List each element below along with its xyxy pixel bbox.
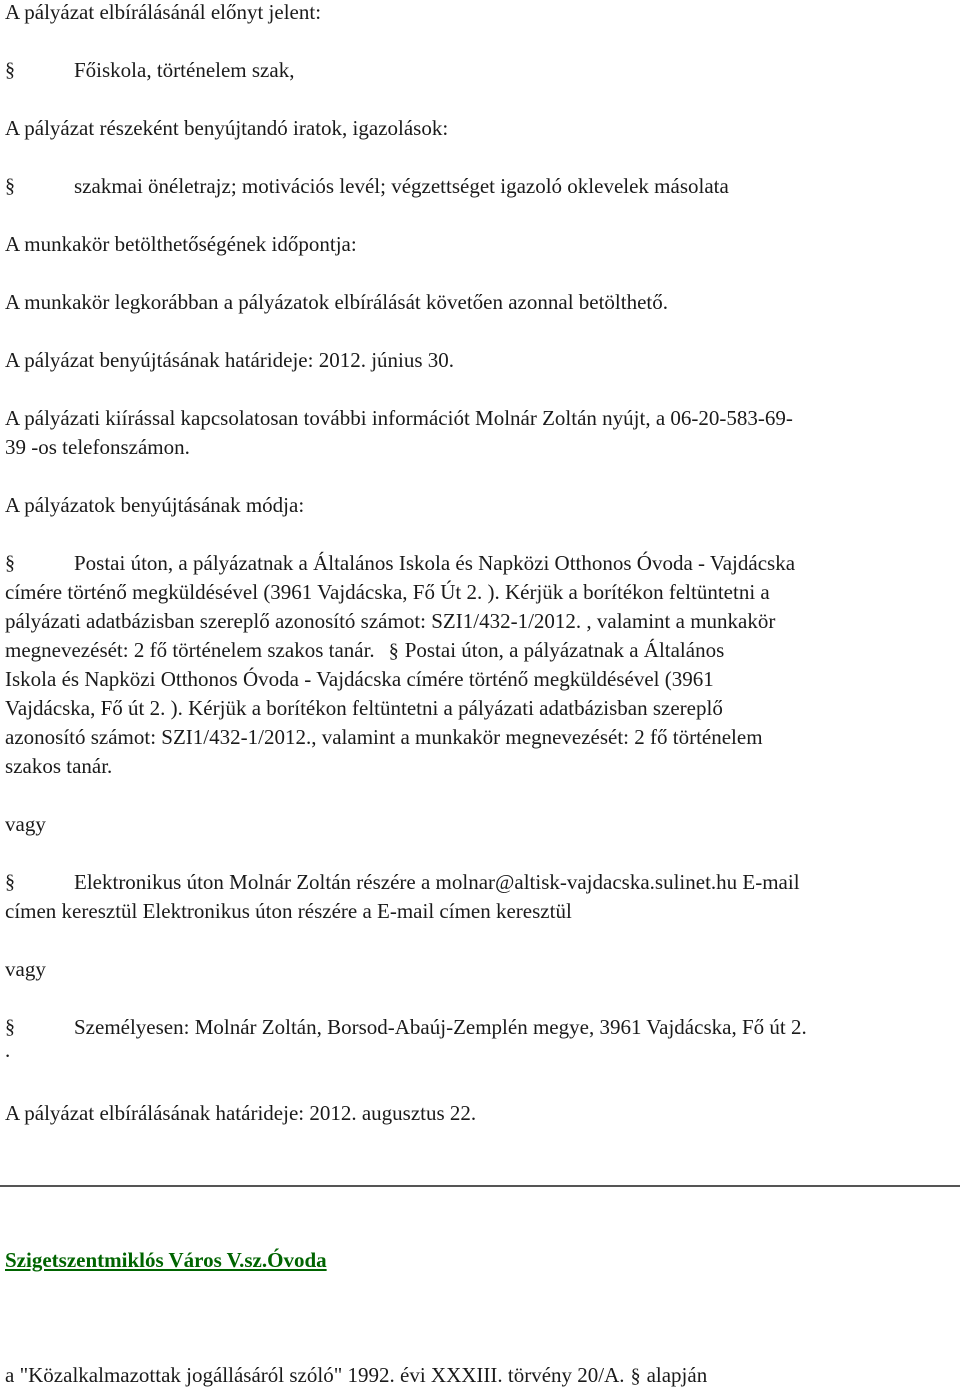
postal-method-text: megnevezését: 2 fő történelem szakos tanár. (5, 638, 375, 662)
postal-method-line3: pályázati adatbázisban szereplő azonosító számot: SZI1/432-1/2012. , valamint a munkakör (5, 609, 776, 633)
postal-method-line8: szakos tanár. (5, 754, 113, 778)
institution-title-link[interactable]: Szigetszentmiklós Város V.sz.Óvoda (5, 1248, 327, 1272)
personal-method-line2: . (5, 1038, 11, 1062)
info-text-line2: 39 -os telefonszámon. (5, 435, 190, 459)
preference-item: Főiskola, történelem szak, (74, 58, 295, 82)
postal-method-line2: címére történő megküldésével (3961 Vajdácska, Fő Út 2. ). Kérjük a borítékon feltüntetni a (5, 580, 770, 604)
postal-method-line4 (5, 638, 724, 663)
legal-basis-tail: alapján (646, 1363, 708, 1387)
start-date-text: A munkakör legkorábban a pályázatok elbírálását követően azonnal betölthető. (5, 290, 669, 314)
section-bullet-icon: § (5, 59, 15, 81)
postal-method-text: Postai úton, a pályázatnak a Általános (404, 638, 725, 662)
postal-method-line1: Postai úton, a pályázatnak a Általános Iskola és Napközi Otthonos Óvoda - Vajdácska (74, 551, 796, 575)
postal-method-line5: Iskola és Napközi Otthonos Óvoda - Vajdácska címére történő megküldésével (3961 (5, 667, 714, 691)
section-bullet-icon: § (388, 640, 399, 662)
legal-basis-text (5, 1363, 707, 1388)
or-separator: vagy (5, 957, 46, 981)
postal-method-line6: Vajdácska, Fő út 2. ). Kérjük a borítékon feltüntetni a pályázati adatbázisban szereplő (5, 696, 723, 720)
documents-item: szakmai önéletrajz; motivációs levél; végzettséget igazoló oklevelek másolata (74, 174, 729, 198)
section-bullet-icon: § (5, 552, 15, 574)
deadline-text: A pályázat benyújtásának határideje: 2012. június 30. (5, 348, 455, 372)
electronic-method-line2: címen keresztül Elektronikus úton részére a E-mail címen keresztül (5, 899, 572, 923)
postal-method-line7: azonosító számot: SZI1/432-1/2012., valamint a munkakör megnevezését: 2 fő történelem (5, 725, 763, 749)
section-divider (0, 1185, 960, 1187)
personal-method-line1: Személyesen: Molnár Zoltán, Borsod-Abaúj-Zemplén megye, 3961 Vajdácska, Fő út 2. (74, 1015, 807, 1039)
start-date-heading: A munkakör betölthetőségének időpontja: (5, 232, 357, 256)
submission-method-heading: A pályázatok benyújtásának módja: (5, 493, 305, 517)
documents-heading: A pályázat részeként benyújtandó iratok, igazolások: (5, 116, 449, 140)
preference-heading: A pályázat elbírálásánál előnyt jelent: (5, 0, 322, 24)
section-bullet-icon: § (5, 175, 15, 197)
section-bullet-icon: § (5, 871, 15, 893)
or-separator: vagy (5, 812, 46, 836)
legal-basis-intro: a "Közalkalmazottak jogállásáról szóló" 1992. évi XXXIII. törvény 20/A. (5, 1363, 625, 1387)
evaluation-deadline: A pályázat elbírálásának határideje: 2012. augusztus 22. (5, 1101, 477, 1125)
section-bullet-icon: § (630, 1365, 641, 1387)
info-text-line1: A pályázati kiírással kapcsolatosan további információt Molnár Zoltán nyújt, a 06-20-583-69- (5, 406, 793, 430)
electronic-method-line1: Elektronikus úton Molnár Zoltán részére a molnar@altisk-vajdacska.sulinet.hu E-mail (74, 870, 800, 894)
section-bullet-icon: § (5, 1016, 15, 1038)
